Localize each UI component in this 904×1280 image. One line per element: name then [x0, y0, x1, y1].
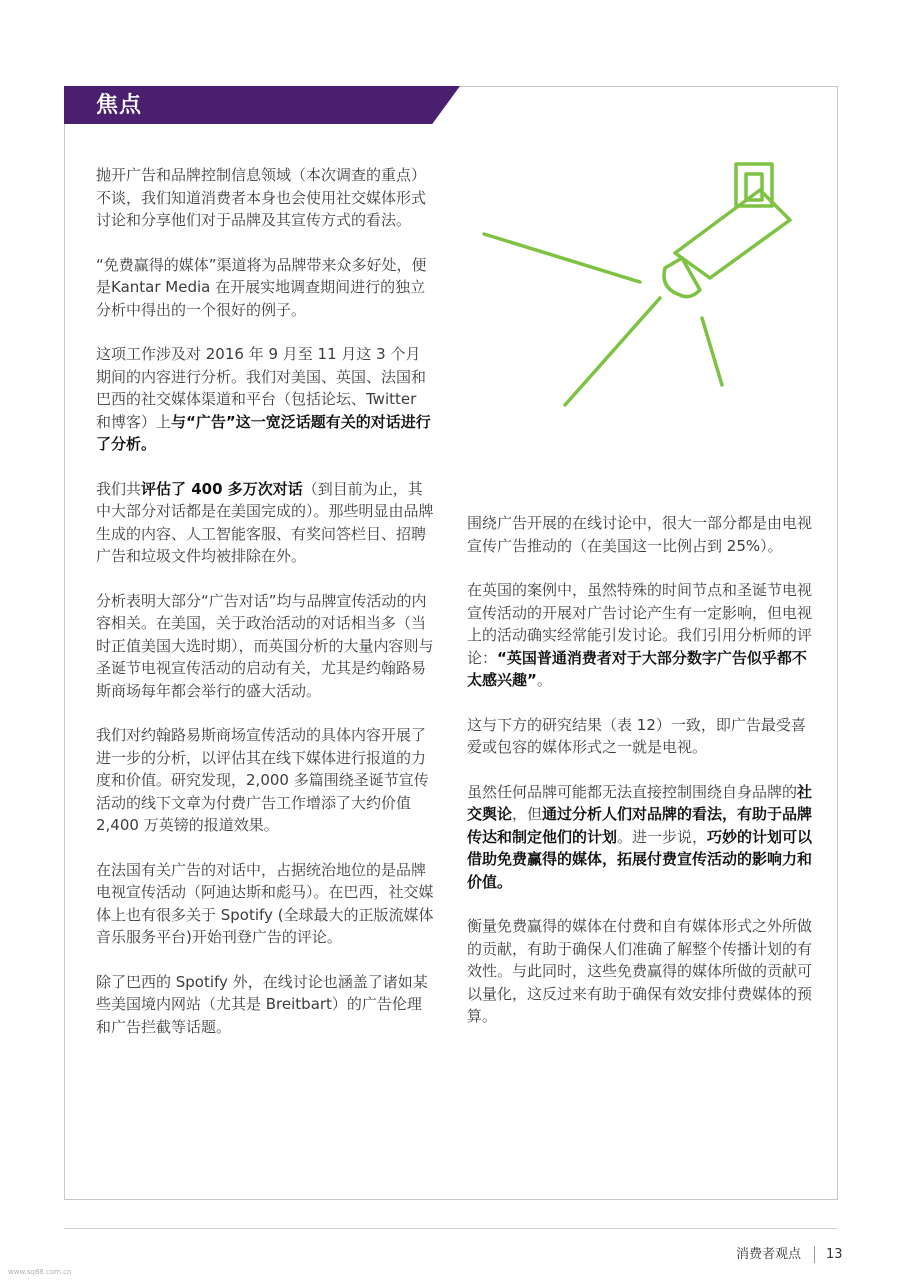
page-number: 13: [826, 1247, 843, 1262]
right-paragraph-2: [467, 579, 813, 692]
left-paragraph-4-text-a: 我们共: [96, 479, 142, 498]
right-paragraph-4-text-c: 。进一步说，: [617, 827, 708, 846]
left-paragraph-8: 除了巴西的 Spotify 外，在线讨论也涵盖了诸如某些美国境内网站（尤其是 Breitbart）的广告伦理和广告拦截等话题。: [96, 972, 428, 1036]
right-paragraph-2-text: 在英国的案例中，虽然特殊的时间节点和圣诞节电视宣传活动的开展对广告讨论产生有一定影响，但电视上的活动确实经常能引发讨论。我们引用分析师的评论：: [467, 581, 813, 667]
left-paragraph-3-text: 这项工作涉及对 2016 年 9 月至 11 月这 3 个月期间的内容进行分析。我们对美国、英国、法国和巴西的社交媒体渠道和平台（包括论坛、Twitter 和博客）上: [96, 345, 427, 431]
left-column: [96, 164, 434, 1038]
right-paragraph-4-text-a: 虽然任何品牌可能都无法直接控制围绕自身品牌的: [467, 782, 798, 801]
right-paragraph-5: 衡量免费赢得的媒体在付费和自有媒体形式之外所做的贡献，有助于确保人们准确了解整个传播计划的有效性。与此同时，这些免费赢得的媒体所做的贡献可以量化，这反过来有助于确保有效安排付费媒体的预算。: [467, 917, 813, 1025]
footer-separator: [814, 1246, 815, 1263]
right-paragraph-2-quote: “英国普通消费者对于大部分数字广告似乎都不太感兴趣”: [467, 648, 807, 689]
left-paragraph-1: 抛开广告和品牌控制信息领域（本次调查的重点）不谈，我们知道消费者本身也会使用社交媒体形式讨论和分享他们对于品牌及其宣传方式的看法。: [96, 166, 427, 229]
left-paragraph-4: [96, 478, 434, 568]
right-paragraph-1: 围绕广告开展的在线讨论中，很大一部分都是由电视宣传广告推动的（在美国这一比例占到 25%）。: [467, 514, 813, 555]
right-paragraph-4-bold-b: 通过分析人们对品牌的看法，有助于品牌传达和制定他们的计划: [467, 805, 813, 846]
right-paragraph-4-bold-c: 巧妙的计划可以借助免费赢得的媒体，拓展付费宣传活动的影响力和价值。: [467, 827, 813, 891]
left-paragraph-6: 我们对约翰路易斯商场宣传活动的具体内容开展了进一步的分析，以评估其在线下媒体进行报道的力度和价值。研究发现，2,000 多篇围绕圣诞节宣传活动的线下文章为付费广告工作增添了大约价值 2,400 万英镑的报道效果。: [96, 726, 429, 834]
watermark: www.sq88.com.cn: [8, 1268, 72, 1276]
left-paragraph-5: 分析表明大部分“广告对话”均与品牌宣传活动的内容相关。在美国，关于政治活动的对话相当多（当时正值美国大选时期），而英国分析的大量内容则与圣诞节电视宣传活动的启动有关，尤其是约翰路易斯商场每年都会举行的盛大活动。: [96, 591, 434, 700]
right-paragraph-4-bold-a: 社交舆论: [467, 782, 813, 823]
footer-divider: [64, 1228, 838, 1229]
section-title: 焦点: [96, 93, 143, 118]
footer-label: 消费者观点: [736, 1247, 802, 1262]
right-paragraph-3: 这与下方的研究结果（表 12）一致，即广告最受喜爱或包容的媒体形式之一就是电视。: [467, 715, 806, 756]
right-column: [467, 512, 813, 1028]
left-paragraph-4-bold: 评估了 400 多万次对话: [141, 479, 303, 498]
right-paragraph-4: [467, 781, 813, 894]
left-paragraph-4-text-b: （到目前为止，其中大部分对话都是在美国完成的）。那些明显由品牌生成的内容、人工智能客服、有奖问答栏目、招聘广告和垃圾文件均被排除在外。: [96, 479, 434, 565]
left-paragraph-3-bold: 与“广告”这一宽泛话题有关的对话进行了分析。: [96, 412, 431, 453]
left-paragraph-3: [96, 343, 434, 456]
left-paragraph-7: 在法国有关广告的对话中，占据统治地位的是品牌电视宣传活动（阿迪达斯和彪马）。在巴西，社交媒体上也有很多关于 Spotify (全球最大的正版流媒体音乐服务平台)开始刊登广告的评论。: [96, 860, 434, 946]
left-paragraph-2: “免费赢得的媒体”渠道将为品牌带来众多好处，便是Kantar Media 在开展实地调查期间进行的独立分析中得出的一个很好的例子。: [96, 255, 427, 319]
right-paragraph-4-text-b: ，但: [512, 805, 543, 823]
spotlight-icon: [470, 150, 800, 415]
right-paragraph-2-end: 。: [536, 671, 552, 689]
